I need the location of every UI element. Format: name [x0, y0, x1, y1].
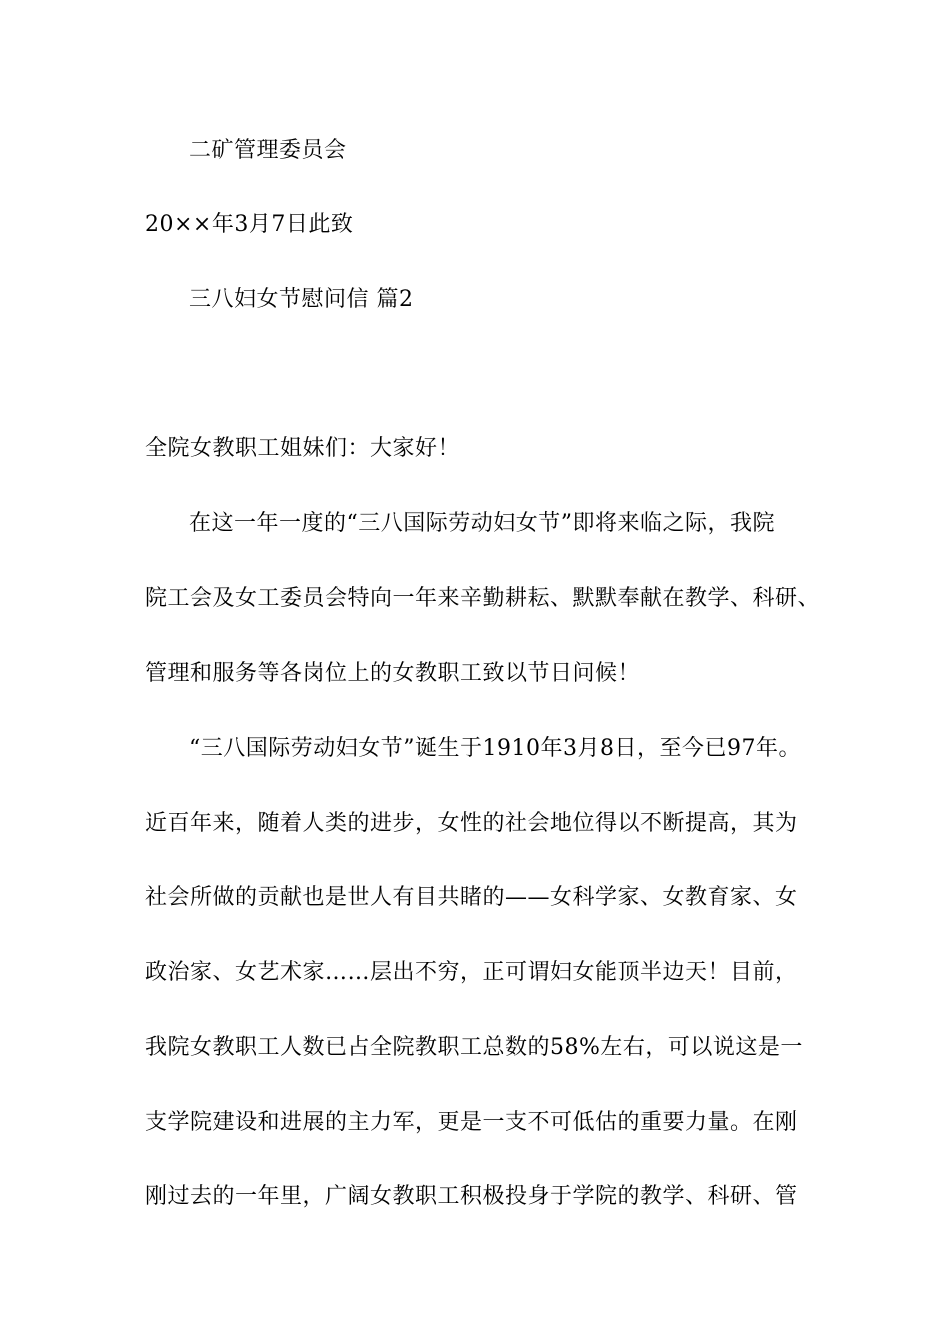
paragraph-line: 近百年来，随着人类的进步，女性的社会地位得以不断提高，其为 — [145, 811, 798, 836]
paragraph-line: “三八国际劳动妇女节”诞生于1910年3月8日，至今已97年。 — [189, 736, 801, 761]
paragraph-line: 政治家、女艺术家……层出不穷，正可谓妇女能顶半边天！目前， — [145, 960, 798, 985]
paragraph-line: 在这一年一度的“三八国际劳动妇女节”即将来临之际，我院 — [189, 511, 775, 536]
signature-organization: 二矿管理委员会 — [189, 138, 347, 163]
paragraph-line: 刚过去的一年里，广阔女教职工积极投身于学院的教学、科研、管 — [145, 1184, 798, 1209]
salutation: 全院女教职工姐妹们：大家好！ — [145, 436, 461, 461]
paragraph-line: 管理和服务等各岗位上的女教职工致以节日问候！ — [145, 661, 641, 686]
section-title: 三八妇女节慰问信 篇2 — [189, 287, 414, 312]
signature-date: 20××年3月7日此致 — [145, 212, 354, 237]
paragraph-line: 社会所做的贡献也是世人有目共睹的——女科学家、女教育家、女 — [145, 885, 798, 910]
paragraph-line: 院工会及女工委员会特向一年来辛勤耕耘、默默奉献在教学、科研、 — [145, 586, 821, 611]
paragraph-line: 我院女教职工人数已占全院教职工总数的58%左右，可以说这是一 — [145, 1035, 803, 1060]
paragraph-line: 支学院建设和进展的主力军，更是一支不可低估的重要力量。在刚 — [145, 1110, 798, 1135]
